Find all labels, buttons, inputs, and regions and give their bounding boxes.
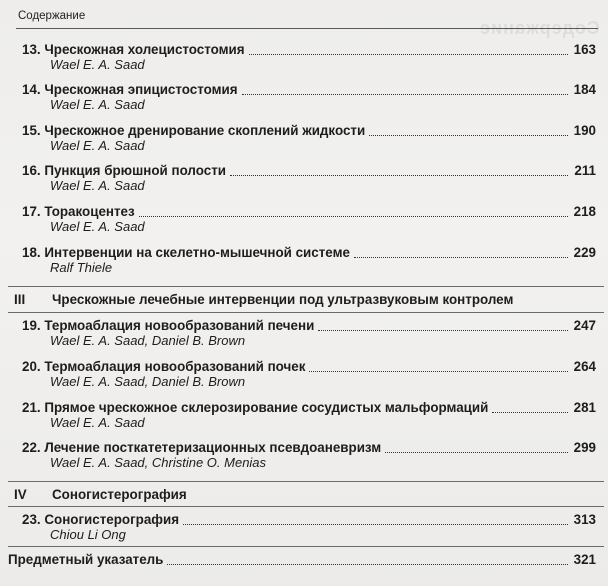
toc-author: Wael E. A. Saad, Christine O. Menias (50, 455, 267, 470)
part-title: Соногистерография (52, 487, 187, 502)
toc-author: Wael E. A. Saad (50, 219, 145, 234)
toc-page-number: 184 (573, 82, 596, 97)
toc-title: 22. Лечение посткатетеризационных псевдоаневризм (22, 440, 382, 455)
toc-author: Wael E. A. Saad (50, 57, 145, 72)
toc-page-number: 247 (573, 318, 596, 333)
dot-leader (492, 412, 568, 413)
toc-author: Chiou Li Ong (50, 527, 126, 542)
toc-entry-index[interactable] (0, 552, 608, 586)
part-divider (8, 506, 604, 507)
part-divider (8, 286, 604, 287)
toc-author: Wael E. A. Saad, Daniel B. Brown (50, 333, 246, 348)
toc-page-number: 281 (573, 400, 596, 415)
toc-title: 20. Термоаблация новообразований почек (22, 359, 306, 374)
toc-page-number: 264 (573, 359, 596, 374)
dot-leader (139, 216, 568, 217)
toc-title-line (22, 163, 596, 179)
toc-title-line (22, 512, 596, 528)
dot-leader (230, 175, 568, 176)
toc-title: 23. Соногистерография (22, 512, 180, 527)
toc-author: Wael E. A. Saad, Daniel B. Brown (50, 374, 246, 389)
toc-entry-15[interactable] (0, 123, 608, 157)
part-divider (8, 546, 604, 547)
toc-title-line (22, 318, 596, 334)
toc-entry-13[interactable] (0, 42, 608, 76)
toc-title-line (22, 359, 596, 375)
part-heading-iv[interactable] (8, 487, 598, 505)
toc-title: 18. Интервенции на скелетно-мышечной системе (22, 245, 350, 260)
show-through-text: Содержание (479, 18, 600, 38)
dot-leader (242, 94, 568, 95)
toc-entry-22[interactable] (0, 440, 608, 474)
toc-entry-18[interactable] (0, 245, 608, 279)
dot-leader (249, 54, 568, 55)
toc-author: Ralf Thiele (50, 260, 113, 275)
toc-title-line (22, 123, 596, 139)
toc-page-number: 229 (573, 245, 596, 260)
toc-title: 15. Чрескожное дренирование скоплений жидкости (22, 123, 366, 138)
dot-leader (369, 135, 568, 136)
running-head: Содержание (18, 10, 86, 22)
toc-page-number: 163 (573, 42, 596, 57)
toc-entry-16[interactable] (0, 163, 608, 197)
toc-title-line (22, 245, 596, 261)
toc-page-number: 218 (573, 204, 596, 219)
toc-title-line (22, 400, 596, 416)
toc-title: 21. Прямое чрескожное склерозирование сосудистых мальформаций (22, 400, 489, 415)
toc-title: Предметный указатель (8, 552, 164, 567)
toc-page-number: 190 (573, 123, 596, 138)
toc-entry-20[interactable] (0, 359, 608, 393)
toc-title-line (22, 82, 596, 98)
toc-page-number: 321 (573, 552, 596, 567)
part-divider (8, 481, 604, 482)
toc-entry-21[interactable] (0, 400, 608, 434)
toc-page-number: 313 (573, 512, 596, 527)
toc-page-number: 299 (573, 440, 596, 455)
toc-page-number: 211 (574, 163, 596, 178)
toc-entry-19[interactable] (0, 318, 608, 352)
toc-author: Wael E. A. Saad (50, 138, 145, 153)
toc-author: Wael E. A. Saad (50, 415, 145, 430)
toc-title-line (22, 42, 596, 58)
toc-title: 14. Чрескожная эпицистостомия (22, 82, 238, 97)
toc-entry-23[interactable] (0, 512, 608, 546)
toc-title: 17. Торакоцентез (22, 204, 135, 219)
toc-title-line (8, 552, 596, 568)
dot-leader (309, 371, 568, 372)
toc-entry-17[interactable] (0, 204, 608, 238)
dot-leader (167, 564, 568, 565)
toc-title: 19. Термоаблация новообразований печени (22, 318, 315, 333)
toc-title: 16. Пункция брюшной полости (22, 163, 226, 178)
dot-leader (354, 257, 568, 258)
toc-author: Wael E. A. Saad (50, 97, 145, 112)
part-number: IV (14, 487, 27, 502)
toc-title: 13. Чрескожная холецистостомия (22, 42, 245, 57)
part-heading-iii[interactable] (8, 292, 598, 310)
part-number: III (14, 292, 26, 307)
toc-title-line (22, 204, 596, 220)
dot-leader (318, 330, 568, 331)
dot-leader (183, 524, 568, 525)
toc-author: Wael E. A. Saad (50, 178, 145, 193)
part-title: Чрескожные лечебные интервенции под ультразвуковым контролем (52, 292, 514, 307)
part-divider (8, 312, 604, 313)
dot-leader (385, 452, 568, 453)
toc-title-line (22, 440, 596, 456)
toc-entry-14[interactable] (0, 82, 608, 116)
